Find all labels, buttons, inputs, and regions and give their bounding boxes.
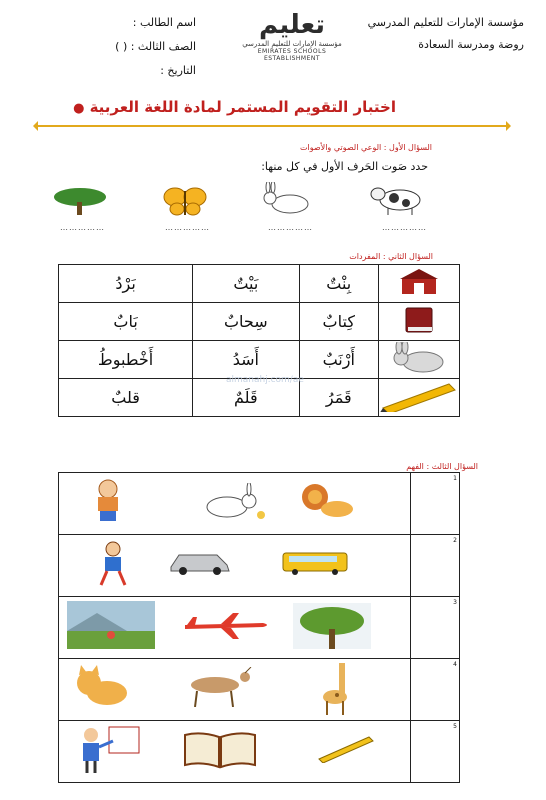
airplane-image (181, 611, 273, 641)
pencil-image (317, 733, 377, 763)
answer-blank-4[interactable]: …………… (60, 223, 105, 232)
student-name-field: اسم الطالب : (132, 16, 196, 29)
table-row (59, 473, 460, 535)
logo-sub-ar: مؤسسة الإمارات للتعليم المدرسي (242, 40, 342, 48)
q3-label: السؤال الثالث : الفهم (406, 462, 478, 471)
book-image (379, 303, 460, 341)
image-cell (59, 473, 411, 535)
answer-blank-3[interactable]: …………… (165, 223, 210, 232)
bullet-icon: ● (73, 101, 85, 116)
cat-image (73, 665, 131, 709)
vocabulary-table (58, 264, 460, 417)
table-row (59, 265, 460, 303)
grade-field: الصف الثالث : ( ) (115, 40, 196, 53)
boy-image (95, 539, 131, 587)
table-row (59, 303, 460, 341)
cow-image (370, 180, 428, 216)
answer-blank-1[interactable]: …………… (382, 223, 427, 232)
q1-instruction: حدد صَوت الحَرف الأول في كل منها: (261, 160, 428, 173)
word-cell[interactable]: سِحابٌ (193, 303, 299, 341)
table-row (59, 341, 460, 379)
image-cell (59, 535, 411, 597)
logo-sub-en: EMIRATES SCHOOLS ESTABLISHMENT (257, 48, 327, 62)
watermark: almanahj.com/ae (226, 375, 304, 385)
row-number: 3 (411, 597, 460, 659)
word-cell[interactable]: أَخْطبوطُ (59, 341, 193, 379)
word-cell[interactable]: بِنْتٌ (299, 265, 379, 303)
q1-label: السؤال الأول : الوعي الصوتي والأصوات (299, 143, 432, 152)
table-row (59, 659, 460, 721)
row-number: 2 (411, 535, 460, 597)
comprehension-table (58, 472, 460, 783)
word-cell[interactable]: قَمَرُ (299, 379, 379, 417)
girl-image (83, 477, 133, 523)
word-cell[interactable]: بَرْدُ (59, 265, 193, 303)
row-number: 4 (411, 659, 460, 721)
word-cell[interactable]: قلبٌ (59, 379, 193, 417)
rabbit-image (199, 483, 269, 521)
answer-blank-2[interactable]: …………… (268, 223, 313, 232)
bus-image (281, 549, 349, 577)
word-cell[interactable]: أَسَدُ (193, 341, 299, 379)
table-row (59, 721, 460, 783)
butterfly-image (160, 185, 210, 217)
row-number: 5 (411, 721, 460, 783)
page-title: اختبار التقويم المستمر لمادة اللغة العربية (89, 98, 396, 116)
org-line-2: روضة ومدرسة السعادة (418, 38, 524, 51)
rabbit-image (379, 341, 460, 379)
emirates-schools-logo (232, 10, 352, 90)
word-cell[interactable]: قَلَمٌ (193, 379, 299, 417)
tree-image (293, 603, 371, 649)
logo-text: تعليم (258, 10, 326, 40)
row-number: 1 (411, 473, 460, 535)
image-cell (59, 659, 411, 721)
divider-line (34, 125, 510, 127)
landscape-image (67, 601, 155, 649)
table-row (59, 535, 460, 597)
giraffe-image (321, 661, 355, 715)
image-cell (59, 721, 411, 783)
pencil-image (379, 379, 460, 417)
rabbit-image (258, 182, 314, 216)
lion-image (299, 479, 355, 521)
car-image (167, 547, 233, 577)
image-cell (59, 597, 411, 659)
word-cell[interactable]: بَيْتٌ (193, 265, 299, 303)
date-field: التاريخ : (160, 64, 196, 77)
q2-label: السؤال الثاني : المفردات (349, 252, 433, 261)
gazelle-image (177, 667, 263, 707)
org-line-1: مؤسسة الإمارات للتعليم المدرسي (367, 16, 524, 29)
table-row (59, 597, 460, 659)
word-cell[interactable]: كِتابٌ (299, 303, 379, 341)
barn-image (379, 265, 460, 303)
teacher-image (73, 723, 143, 775)
book-image (181, 727, 259, 771)
word-cell[interactable]: أَرْنَبٌ (299, 341, 379, 379)
word-cell[interactable]: بَابٌ (59, 303, 193, 341)
tree-image (52, 186, 108, 216)
title-row (73, 97, 396, 116)
